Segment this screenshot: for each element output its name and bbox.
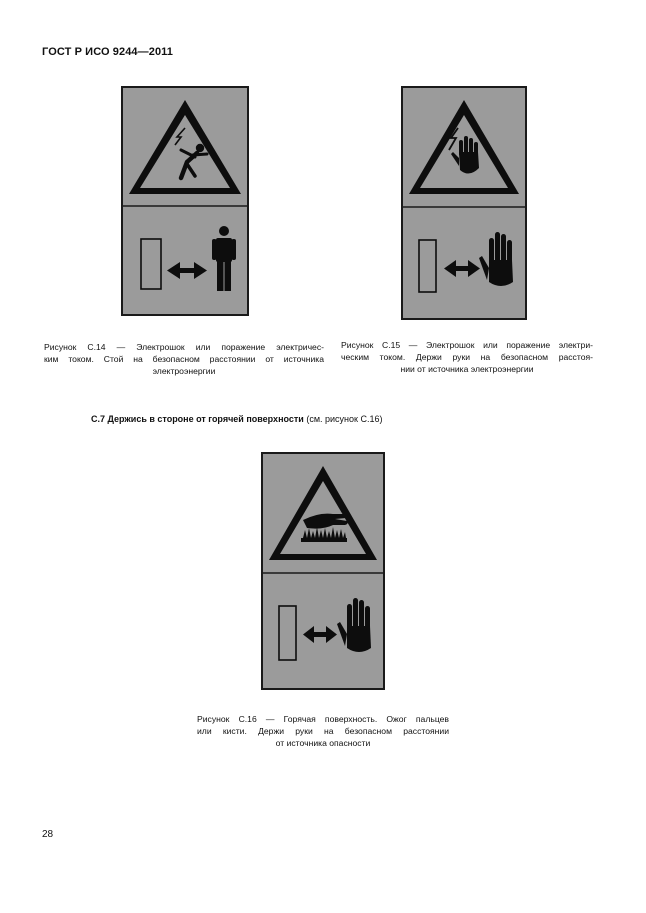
caption-line: нии от источника электроэнергии <box>400 364 534 374</box>
figure-caption-c16 <box>197 713 449 749</box>
section-heading-bold: С.7 Держись в стороне от горячей поверхности <box>91 414 304 424</box>
hand-icon <box>479 232 513 286</box>
document-header: ГОСТ Р ИСО 9244—2011 <box>42 46 174 58</box>
section-heading-reference: (см. рисунок С.16) <box>303 414 383 424</box>
warning-triangle-icon <box>129 100 241 194</box>
caption-line: Рисунок С.14 — Электрошок или поражение электричес- <box>44 342 324 352</box>
standing-person-icon <box>212 226 236 291</box>
double-arrow-icon <box>167 262 207 279</box>
safe-zone-rectangle-icon <box>419 240 436 292</box>
section-heading <box>91 414 382 424</box>
caption-line: от источника опасности <box>275 738 371 748</box>
caption-line: Рисунок С.16 — Горячая поверхность. Ожог пальцев <box>197 714 449 724</box>
safety-sign-c15 <box>401 86 527 320</box>
warning-triangle-icon <box>269 466 377 560</box>
caption-line: или кисти. Держи руки на безопасном расстоянии <box>197 726 449 736</box>
caption-line: ким током. Стой на безопасном расстоянии от источника <box>44 354 324 364</box>
safe-zone-rectangle-icon <box>279 606 296 660</box>
caption-line: ческим током. Держи руки на безопасном расстоя- <box>341 352 593 362</box>
double-arrow-icon <box>444 260 480 277</box>
safe-zone-rectangle-icon <box>141 239 161 289</box>
figure-caption-c15 <box>341 339 593 375</box>
figure-caption-c14 <box>44 341 324 377</box>
safety-sign-c16 <box>261 452 385 690</box>
double-arrow-icon <box>303 626 337 643</box>
hand-icon <box>337 598 371 652</box>
caption-line: электроэнергии <box>152 366 216 376</box>
safety-sign-c14 <box>121 86 249 316</box>
page-number: 28 <box>42 829 54 840</box>
caption-line: Рисунок С.15 — Электрошок или поражение электри- <box>341 340 593 350</box>
